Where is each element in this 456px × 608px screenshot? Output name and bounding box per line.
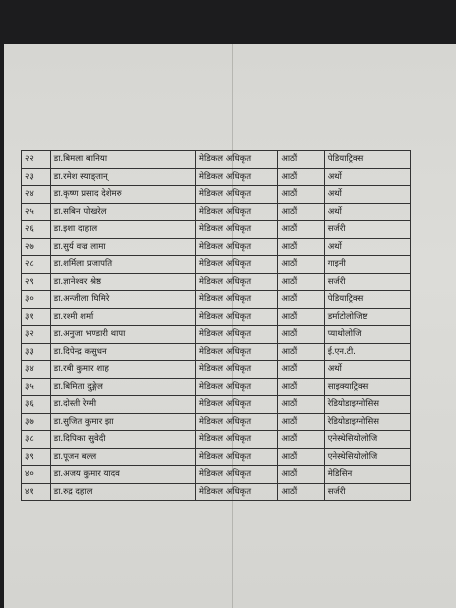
serial-number-cell: २९ <box>22 273 51 291</box>
department-cell: पेडियाट्रिक्स <box>324 291 410 309</box>
table-row <box>22 396 411 414</box>
serial-number-cell: २२ <box>22 151 51 169</box>
level-cell: आठौं <box>278 273 324 291</box>
department-cell: अर्थो <box>324 361 410 379</box>
serial-number-cell: ३७ <box>22 413 51 431</box>
serial-number-cell: ३४ <box>22 361 51 379</box>
name-cell: डा.इशा दाहाल <box>50 221 195 239</box>
level-cell: आठौं <box>278 483 324 501</box>
level-cell: आठौं <box>278 168 324 186</box>
table-row <box>22 361 411 379</box>
table-row <box>22 326 411 344</box>
name-cell: डा.पूजन बल्ल <box>50 448 195 466</box>
level-cell: आठौं <box>278 256 324 274</box>
name-cell: डा.रमेश स्याङ्तान् <box>50 168 195 186</box>
designation-cell: मेडिकल अधिकृत <box>195 396 277 414</box>
designation-cell: मेडिकल अधिकृत <box>195 466 277 484</box>
name-cell: डा.रबी कुमार शाह <box>50 361 195 379</box>
name-cell: डा.दोस्ती रेग्मी <box>50 396 195 414</box>
serial-number-cell: ३८ <box>22 431 51 449</box>
designation-cell: मेडिकल अधिकृत <box>195 238 277 256</box>
table-row <box>22 466 411 484</box>
name-cell: डा.कृष्ण प्रसाद देशेमरु <box>50 186 195 204</box>
name-cell: डा.शर्मिला प्रजापति <box>50 256 195 274</box>
serial-number-cell: ३० <box>22 291 51 309</box>
department-cell: अर्थो <box>324 186 410 204</box>
designation-cell: मेडिकल अधिकृत <box>195 221 277 239</box>
designation-cell: मेडिकल अधिकृत <box>195 256 277 274</box>
department-cell: पेडियाट्रिक्स <box>324 151 410 169</box>
table-row <box>22 186 411 204</box>
table-row <box>22 483 411 501</box>
name-cell: डा.दिपेन्द्र कसुधन <box>50 343 195 361</box>
serial-number-cell: ३६ <box>22 396 51 414</box>
designation-cell: मेडिकल अधिकृत <box>195 413 277 431</box>
level-cell: आठौं <box>278 396 324 414</box>
serial-number-cell: २८ <box>22 256 51 274</box>
department-cell: डर्माटोलोजिष्ट <box>324 308 410 326</box>
level-cell: आठौं <box>278 326 324 344</box>
name-cell: डा.दिपिका सुवेदी <box>50 431 195 449</box>
level-cell: आठौं <box>278 291 324 309</box>
serial-number-cell: २३ <box>22 168 51 186</box>
name-cell: डा.रश्मी शर्मा <box>50 308 195 326</box>
table-row <box>22 256 411 274</box>
serial-number-cell: ३१ <box>22 308 51 326</box>
designation-cell: मेडिकल अधिकृत <box>195 273 277 291</box>
level-cell: आठौं <box>278 151 324 169</box>
name-cell: डा.ज्ञानेश्वर श्रेष्ठ <box>50 273 195 291</box>
level-cell: आठौं <box>278 203 324 221</box>
serial-number-cell: ३९ <box>22 448 51 466</box>
table-row <box>22 343 411 361</box>
department-cell: रेडियोडाइग्नोसिस <box>324 413 410 431</box>
level-cell: आठौं <box>278 378 324 396</box>
department-cell: अर्थो <box>324 168 410 186</box>
designation-cell: मेडिकल अधिकृत <box>195 291 277 309</box>
name-cell: डा.बिमला बानिया <box>50 151 195 169</box>
level-cell: आठौं <box>278 308 324 326</box>
name-cell: डा.अनुजा भण्डारी थापा <box>50 326 195 344</box>
name-cell: डा.सबिन पोखरेल <box>50 203 195 221</box>
serial-number-cell: २४ <box>22 186 51 204</box>
designation-cell: मेडिकल अधिकृत <box>195 203 277 221</box>
table-row <box>22 151 411 169</box>
table-row <box>22 168 411 186</box>
level-cell: आठौं <box>278 448 324 466</box>
designation-cell: मेडिकल अधिकृत <box>195 186 277 204</box>
department-cell: मेडिसिन <box>324 466 410 484</box>
department-cell: प्याथोलोजि <box>324 326 410 344</box>
serial-number-cell: ३३ <box>22 343 51 361</box>
department-cell: रेडियोडाइग्नोसिस <box>324 396 410 414</box>
table-row <box>22 291 411 309</box>
table-row <box>22 448 411 466</box>
department-cell: एनेस्थेसियोलोजि <box>324 448 410 466</box>
level-cell: आठौं <box>278 431 324 449</box>
designation-cell: मेडिकल अधिकृत <box>195 308 277 326</box>
name-cell: डा.रुद्र दहाल <box>50 483 195 501</box>
designation-cell: मेडिकल अधिकृत <box>195 378 277 396</box>
table-row <box>22 203 411 221</box>
name-cell: डा.सुजित कुमार झा <box>50 413 195 431</box>
department-cell: अर्थो <box>324 203 410 221</box>
serial-number-cell: ३२ <box>22 326 51 344</box>
table-row <box>22 413 411 431</box>
level-cell: आठौं <box>278 221 324 239</box>
designation-cell: मेडिकल अधिकृत <box>195 168 277 186</box>
table-row <box>22 431 411 449</box>
level-cell: आठौं <box>278 361 324 379</box>
serial-number-cell: ३५ <box>22 378 51 396</box>
doctor-list-table <box>21 150 411 501</box>
serial-number-cell: २७ <box>22 238 51 256</box>
table-row <box>22 238 411 256</box>
serial-number-cell: ४१ <box>22 483 51 501</box>
level-cell: आठौं <box>278 413 324 431</box>
serial-number-cell: ४० <box>22 466 51 484</box>
department-cell: सर्जरी <box>324 483 410 501</box>
level-cell: आठौं <box>278 186 324 204</box>
designation-cell: मेडिकल अधिकृत <box>195 326 277 344</box>
level-cell: आठौं <box>278 238 324 256</box>
name-cell: डा.अन्जीला घिमिरे <box>50 291 195 309</box>
table-row <box>22 308 411 326</box>
name-cell: डा.सुर्य वज्र लामा <box>50 238 195 256</box>
serial-number-cell: २५ <box>22 203 51 221</box>
designation-cell: मेडिकल अधिकृत <box>195 151 277 169</box>
department-cell: ई.एन.टी. <box>324 343 410 361</box>
designation-cell: मेडिकल अधिकृत <box>195 361 277 379</box>
department-cell: गाइनी <box>324 256 410 274</box>
level-cell: आठौं <box>278 343 324 361</box>
department-cell: साइक्याट्रिक्स <box>324 378 410 396</box>
level-cell: आठौं <box>278 466 324 484</box>
department-cell: सर्जरी <box>324 273 410 291</box>
name-cell: डा.अजय कुमार यादव <box>50 466 195 484</box>
table-row <box>22 378 411 396</box>
department-cell: एनेस्थेसियोलोजि <box>324 431 410 449</box>
department-cell: अर्थो <box>324 238 410 256</box>
serial-number-cell: २६ <box>22 221 51 239</box>
designation-cell: मेडिकल अधिकृत <box>195 343 277 361</box>
table-row <box>22 273 411 291</box>
department-cell: सर्जरी <box>324 221 410 239</box>
table-body <box>22 151 411 501</box>
designation-cell: मेडिकल अधिकृत <box>195 483 277 501</box>
designation-cell: मेडिकल अधिकृत <box>195 431 277 449</box>
designation-cell: मेडिकल अधिकृत <box>195 448 277 466</box>
table-row <box>22 221 411 239</box>
name-cell: डा.बिमिता दुङ्गेल <box>50 378 195 396</box>
